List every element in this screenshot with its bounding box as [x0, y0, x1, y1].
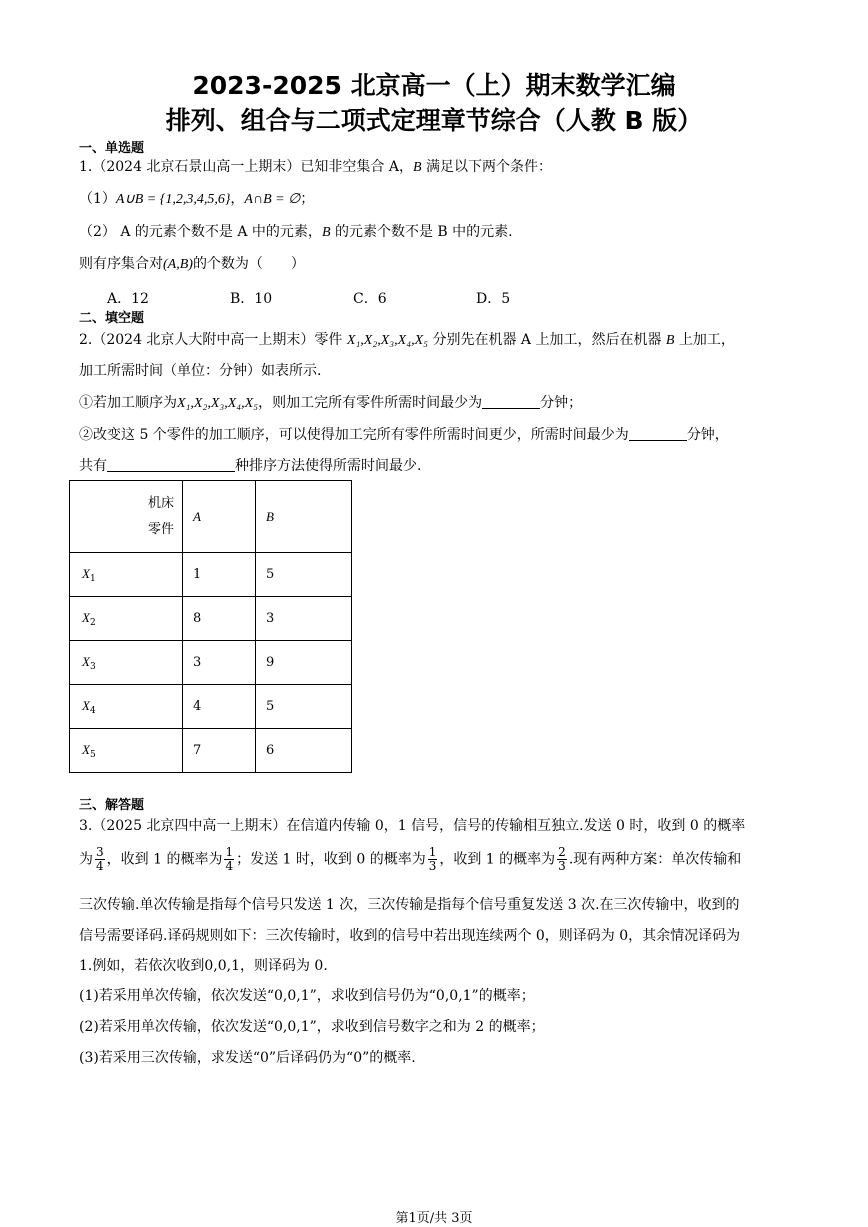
frac-den: 3 [558, 859, 566, 873]
q2-line4-pre: ②改变这 5 个零件的加工顺序，可以使得加工完所有零件所需时间更少，所需时间最少为 [79, 427, 629, 443]
q2-line1-mid: 分别先在机器 A 上加工，然后在机器 [428, 332, 666, 348]
section-heading-fill-blank: 二、填空题 [79, 311, 145, 326]
q1-stem-set-b: B [413, 160, 422, 175]
row-label-x: X [82, 653, 90, 669]
table-corner-top: 机床 [147, 495, 174, 511]
table-header-row [70, 481, 352, 553]
q1-ask-post: 的个数为（ ） [192, 256, 305, 272]
q1-option-d: D．5 [476, 291, 511, 307]
row-label-x: X [82, 741, 90, 757]
q1-ask-pair: (A,B) [163, 257, 193, 272]
page-footer: 第1页/共 3页 [395, 1211, 473, 1226]
table-cell-b: 5 [256, 685, 352, 729]
row-label-x: X [82, 609, 90, 625]
q2-blank-3[interactable] [107, 457, 235, 472]
fraction-1-4 [224, 846, 234, 873]
fraction-3-4 [95, 846, 105, 873]
table-row [70, 729, 352, 773]
q2-line3-mid: ，则加工完所有零件所需时间最少为 [258, 395, 483, 411]
row-label-sub: 3 [89, 661, 96, 672]
fraction-1-3 [428, 846, 438, 873]
q3-subquestion-1: (1)若采用单次传输，依次发送“0,0,1”，求收到信号仍为“0,0,1”的概率； [79, 988, 535, 1004]
row-label-sub: 2 [89, 617, 96, 628]
q1-option-a: A．12 [107, 291, 149, 307]
q2-line2: 加工所需时间（单位：分钟）如表所示. [79, 363, 322, 379]
q1-cond1-intersection: A∩B = ∅ [244, 192, 301, 207]
fraction-2-3 [557, 846, 567, 873]
q1-stem-tail: 满足以下两个条件： [421, 159, 553, 175]
table-row [70, 685, 352, 729]
table-cell-a: 7 [183, 729, 256, 773]
table-row [70, 641, 352, 685]
table-row-label [70, 597, 183, 641]
q2-line3 [79, 392, 582, 412]
table-row [70, 553, 352, 597]
frac-den: 3 [428, 859, 437, 873]
table-row-label [70, 553, 183, 597]
q1-question [79, 253, 305, 273]
row-label-x: X [82, 697, 90, 713]
table-cell-b: 6 [256, 729, 352, 773]
q2-line1 [79, 329, 735, 349]
q1-stem-text: 1.（2024 北京石景山高一上期末）已知非空集合 A， [79, 159, 413, 175]
table-corner-bottom: 零件 [147, 521, 174, 537]
q3-l2-e: .现有两种方案：单次传输和 [568, 851, 742, 868]
q2-line1-pre: 2.（2024 北京人大附中高一上期末）零件 [79, 332, 347, 348]
doc-title-line2: 排列、组合与二项式定理章节综合（人教 B 版） [165, 106, 703, 135]
table-cell-a: 1 [183, 553, 256, 597]
q2-line3-pre: ①若加工顺序为 [79, 395, 177, 411]
table-cell-a: 8 [183, 597, 256, 641]
q1-cond1-prefix: （1） [79, 191, 116, 207]
q2-order-list: X₁,X₂,X₃,X₄,X₅ [177, 396, 259, 411]
q3-line4: 信号需要译码.译码规则如下：三次传输时，收到的信号中若出现连续两个 0，则译码为 0，其余情况译码为 [79, 928, 741, 944]
frac-den: 4 [96, 859, 104, 873]
section-heading-single-choice: 一、单选题 [79, 141, 145, 156]
q2-line1-post: 上加工， [674, 332, 735, 348]
q3-line2 [79, 846, 741, 873]
row-label-sub: 5 [89, 749, 96, 760]
frac-num: 1 [225, 845, 234, 859]
frac-num: 1 [428, 845, 437, 859]
q1-cond2-set-b: B [321, 225, 331, 240]
frac-num: 2 [558, 845, 566, 859]
table-row-label [70, 641, 183, 685]
q1-cond2-text: （2） A 的元素个数不是 A 中的元素， [79, 224, 322, 240]
section-heading-answer: 三、解答题 [79, 798, 145, 813]
q2-line4 [79, 424, 729, 444]
table-col-header-a: A [183, 481, 256, 553]
row-label-sub: 4 [89, 705, 96, 716]
q1-option-c: C．6 [353, 291, 387, 307]
table-corner-cell [70, 481, 183, 553]
row-label-x: X [82, 565, 90, 581]
q3-line1: 3.（2025 北京四中高一上期末）在信道内传输 0，1 信号，信号的传输相互独立.发送 0 时，收到 0 的概率 [79, 818, 746, 834]
q3-l2-c: ；发送 1 时，收到 0 的概率为 [236, 851, 426, 868]
q1-cond1-sep: ， [230, 191, 245, 207]
table-cell-a: 4 [183, 685, 256, 729]
table-row-label [70, 729, 183, 773]
q3-subquestion-3: (3)若采用三次传输，求发送“0”后译码仍为“0”的概率. [79, 1050, 416, 1066]
q2-line5-post: 种排序方法使得所需时间最少. [235, 458, 422, 474]
q2-blank-1[interactable] [482, 394, 540, 409]
q2-blank-2[interactable] [629, 426, 687, 441]
q3-subquestion-2: (2)若采用单次传输，依次发送“0,0,1”，求收到信号数字之和为 2 的概率； [79, 1019, 545, 1035]
table-cell-b: 9 [256, 641, 352, 685]
table-col-header-b: B [256, 481, 352, 553]
q3-l2-a: 为 [79, 851, 93, 868]
row-label-sub: 1 [89, 573, 96, 584]
q1-cond1-union: A∪B = {1,2,3,4,5,6} [115, 192, 231, 207]
q1-cond2-tail: 的元素个数不是 B 中的元素. [330, 224, 513, 240]
q1-stem [79, 156, 552, 176]
table-row [70, 597, 352, 641]
q1-ask-pre: 则有序集合对 [79, 256, 163, 272]
q2-line4-post: 分钟， [686, 427, 729, 443]
q2-line3-post: 分钟； [540, 395, 583, 411]
q2-parts-list: X₁,X₂,X₃,X₄,X₅ [346, 333, 428, 348]
frac-num: 3 [96, 845, 104, 859]
table-row-label [70, 685, 183, 729]
table-cell-b: 3 [256, 597, 352, 641]
q2-machine-b: B [665, 333, 675, 348]
q1-cond1-end: ； [300, 191, 315, 207]
q3-l2-d: ，收到 1 的概率为 [439, 851, 556, 868]
q2-line5 [79, 455, 421, 475]
q3-line5: 1.例如，若依次收到0,0,1，则译码为 0. [79, 958, 328, 974]
processing-time-table [69, 480, 352, 773]
table-cell-a: 3 [183, 641, 256, 685]
frac-den: 4 [225, 859, 234, 873]
q1-condition-2 [79, 221, 513, 241]
q2-line5-pre: 共有 [79, 458, 107, 474]
q1-condition-1 [79, 188, 314, 208]
q3-line3: 三次传输.单次传输是指每个信号只发送 1 次，三次传输是指每个信号重复发送 3 次.在三次传输中，收到的 [79, 897, 740, 913]
q3-l2-b: ，收到 1 的概率为 [106, 851, 223, 868]
q1-option-b: B．10 [230, 291, 273, 307]
doc-title-line1: 2023-2025 北京高一（上）期末数学汇编 [192, 71, 676, 100]
table-cell-b: 5 [256, 553, 352, 597]
